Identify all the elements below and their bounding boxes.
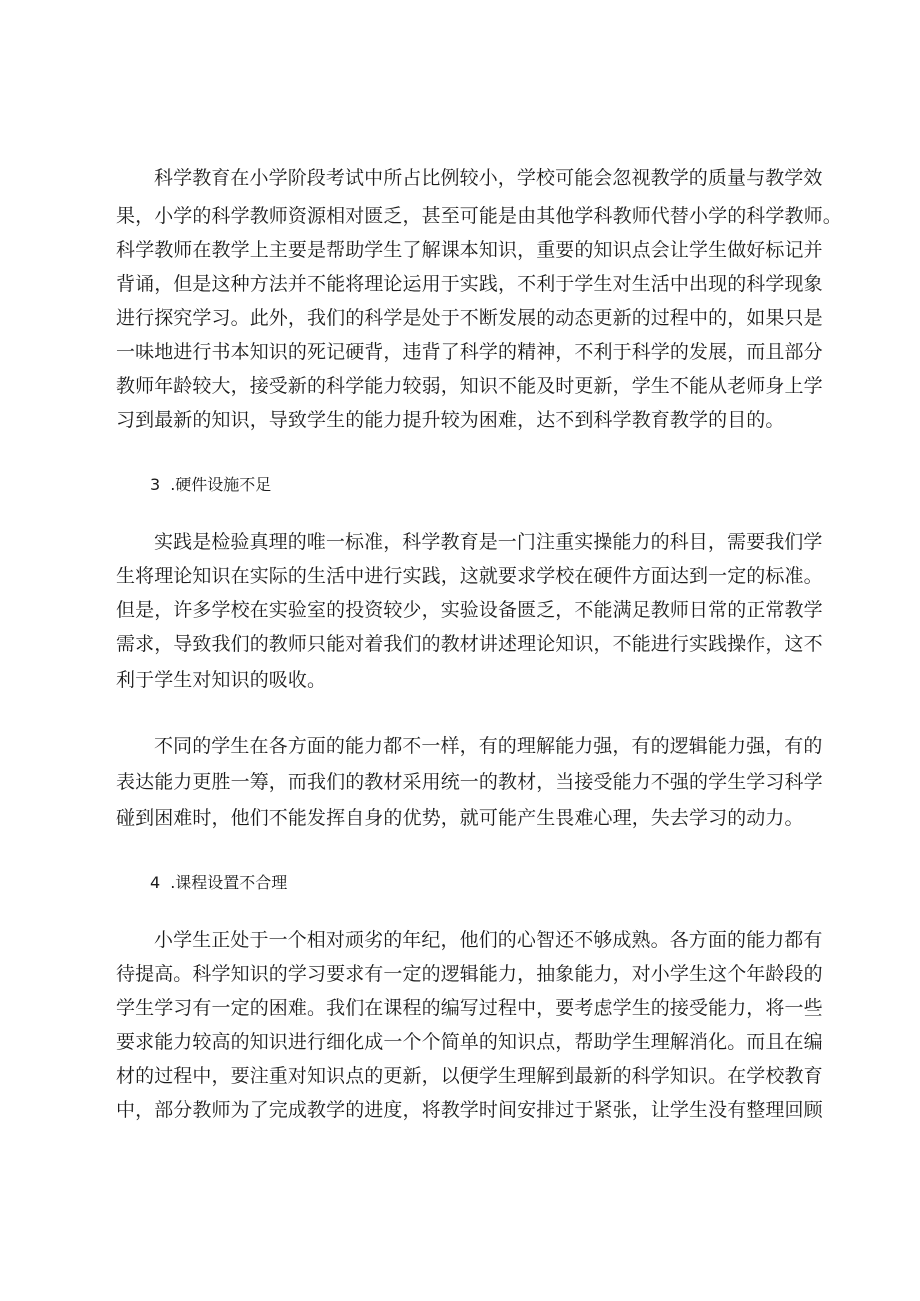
paragraph-4-line: 材的过程中，要注重对知识点的更新，以便学生理解到最新的科学知识。在学校教育 <box>116 1065 823 1087</box>
paragraph-4-line: 中，部分教师为了完成教学的进度，将教学时间安排过于紧张，让学生没有整理回顾 <box>116 1099 823 1121</box>
paragraph-2-line: 实践是检验真理的唯一标准，科学教育是一门注重实操能力的科目，需要我们学 <box>154 531 823 553</box>
paragraph-1-line: 一味地进行书本知识的死记硬背，违背了科学的精神，不利于科学的发展，而且部分 <box>116 341 823 363</box>
heading-number: 4 <box>150 873 161 892</box>
section-heading-3 <box>150 474 271 496</box>
paragraph-4-line: 待提高。科学知识的学习要求有一定的逻辑能力，抽象能力，对小学生这个年龄段的 <box>116 963 823 985</box>
heading-text: .课程设置不合理 <box>170 873 288 892</box>
paragraph-4-line: 学生学习有一定的困难。我们在课程的编写过程中，要考虑学生的接受能力，将一些 <box>116 997 823 1019</box>
paragraph-1-line: 进行探究学习。此外，我们的科学是处于不断发展的动态更新的过程中的，如果只是 <box>116 307 823 329</box>
paragraph-1-line: 习到最新的知识，导致学生的能力提升较为困难，达不到科学教育教学的目的。 <box>116 409 785 431</box>
paragraph-4-line: 小学生正处于一个相对顽劣的年纪，他们的心智还不够成熟。各方面的能力都有 <box>154 929 823 951</box>
paragraph-2-line: 但是，许多学校在实验室的投资较少，实验设备匮乏，不能满足教师日常的正常教学 <box>116 599 823 621</box>
paragraph-4-line: 要求能力较高的知识进行细化成一个个简单的知识点，帮助学生理解消化。而且在编 <box>116 1031 823 1053</box>
paragraph-2-line: 生将理论知识在实际的生活中进行实践，这就要求学校在硬件方面达到一定的标准。 <box>116 565 823 587</box>
heading-number: 3 <box>150 475 161 494</box>
paragraph-2-line: 需求，导致我们的教师只能对着我们的教材讲述理论知识，不能进行实践操作，这不 <box>116 633 823 655</box>
paragraph-3-line: 表达能力更胜一筹，而我们的教材采用统一的教材，当接受能力不强的学生学习科学 <box>116 771 823 793</box>
paragraph-1-line: 科学教育在小学阶段考试中所占比例较小，学校可能会忽视教学的质量与教学效 <box>154 167 823 189</box>
paragraph-1-line: 教师年龄较大，接受新的科学能力较弱，知识不能及时更新，学生不能从老师身上学 <box>116 375 823 397</box>
paragraph-1-line: 科学教师在教学上主要是帮助学生了解课本知识，重要的知识点会让学生做好标记并 <box>116 239 823 261</box>
paragraph-3-line: 不同的学生在各方面的能力都不一样，有的理解能力强，有的逻辑能力强，有的 <box>154 735 823 757</box>
heading-text: .硬件设施不足 <box>170 475 272 494</box>
paragraph-1-line: 背诵，但是这种方法并不能将理论运用于实践，不利于学生对生活中出现的科学现象 <box>116 273 823 295</box>
section-heading-4 <box>150 872 287 894</box>
paragraph-1-line: 果，小学的科学教师资源相对匮乏，甚至可能是由其他学科教师代替小学的科学教师。 <box>116 205 842 227</box>
paragraph-3-line: 碰到困难时，他们不能发挥自身的优势，就可能产生畏难心理，失去学习的动力。 <box>116 807 804 829</box>
paragraph-2-line: 利于学生对知识的吸收。 <box>116 669 327 691</box>
